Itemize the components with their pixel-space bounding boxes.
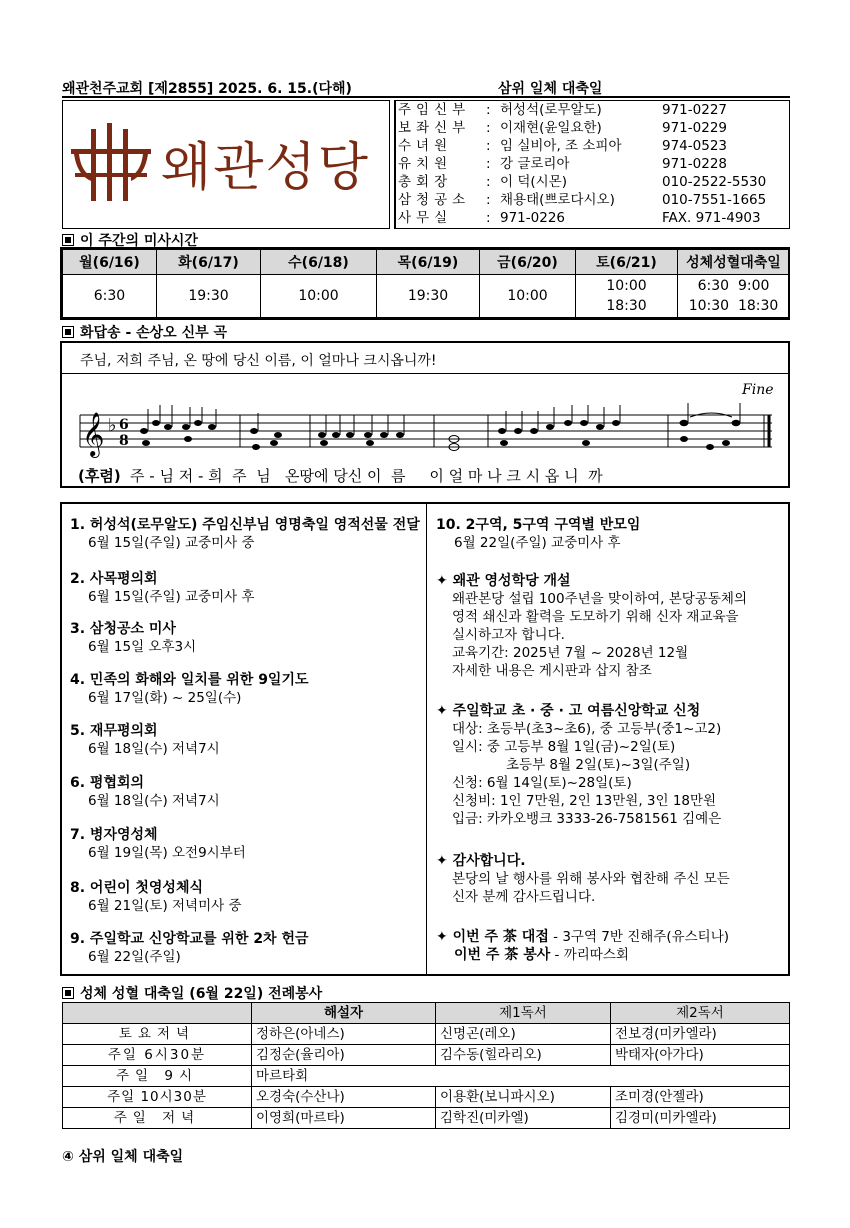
- announcements-box: [60, 502, 790, 976]
- fine-marking: Fine: [742, 382, 774, 398]
- announcement-item: 6. 평협회의 6월 18일(수) 저녁7시: [70, 775, 220, 809]
- mass-time: 10:00: [480, 275, 576, 318]
- contact-phone: 010-7551-1665: [662, 192, 767, 208]
- service-section-title: 성체 성혈 대축일 (6월 22일) 전례봉사: [62, 983, 322, 1003]
- mass-time-cell: [576, 275, 678, 318]
- contact-phone: 971-0227: [662, 102, 727, 118]
- tea-notice: ✦ 이번 주 茶 대접 - 3구역 7반 진해주(유스티나) 이번 주 茶 봉사 - 까리따스회: [436, 929, 730, 963]
- column-header: [63, 1003, 252, 1024]
- music-score: [78, 379, 778, 487]
- contact-phone: FAX. 971-4903: [662, 210, 761, 226]
- contact-row: 총회장 : 이 덕(시몬) 010-2522-5530: [398, 174, 767, 190]
- contact-row: 유치원 : 강 글로리아 971-0228: [398, 156, 727, 172]
- table-row: 주일 6시30분 김정순(율리아) 김수동(힐라리오) 박태자(아가다): [63, 1045, 790, 1066]
- column-header: 제2독서: [611, 1003, 790, 1024]
- psalm-section-title: 화답송 - 손상오 신부 곡: [62, 322, 227, 342]
- contact-role: 유치원: [398, 156, 453, 172]
- bulletin-issue: 왜관천주교회 [제2855] 2025. 6. 15.(다해): [62, 81, 352, 97]
- contact-name: 이 덕(시몬): [500, 174, 567, 190]
- music-notes: [140, 420, 741, 451]
- announcement-item: 5. 재무평의회 6월 18일(수) 저녁7시: [70, 723, 220, 757]
- contact-name: 허성석(로무알도): [500, 102, 602, 118]
- academy-notice: ✦ 왜관 영성학당 개설 왜관본당 설립 100주년을 맞이하여, 본당공동체의 영적 쇄신과 활력을 도모하기 위해 신자 재교육을 실시하고자 합니다. 교육기간: 2025년 7월 ~ 2028년 12월 자세한 내용은 게시판과 삽지 참조: [436, 573, 748, 679]
- table-row: 주일 9시 마르타회: [63, 1066, 790, 1087]
- square-bullet-icon: [62, 987, 74, 999]
- church-logo-icon: [71, 123, 153, 207]
- psalm-response-text: 주님, 저희 주님, 온 땅에 당신 이름, 이 얼마나 크시옵니까!: [80, 353, 437, 369]
- mass-time: 6:30: [63, 275, 157, 318]
- contact-role: 사무실: [398, 210, 453, 226]
- announcement-item: 1. 허성석(로무알도) 주임신부님 영명축일 영적선물 전달 6월 15일(주일) 교중미사 중: [70, 517, 420, 551]
- contact-name: 이재현(윤일요한): [500, 120, 602, 136]
- announcements-divider: [426, 504, 427, 974]
- psalm-box: [60, 341, 790, 488]
- contact-list: [394, 100, 790, 229]
- contact-row: 수녀원 : 임 실비아, 조 소피아 974-0523: [398, 138, 727, 154]
- contact-row: 사무실 : 971-0226 FAX. 971-4903: [398, 210, 761, 226]
- announcement-item: 10. 2구역, 5구역 구역별 반모임 6월 22일(주일) 교중미사 후: [436, 517, 641, 551]
- square-bullet-icon: [62, 234, 74, 246]
- time-signature: 8: [119, 433, 129, 449]
- header-rule: [62, 96, 790, 98]
- contact-name: 971-0226: [500, 210, 565, 226]
- contact-role: 보좌신부: [398, 120, 471, 136]
- feast-title: 삼위 일체 대축일: [498, 81, 603, 97]
- mass-time-cell: [678, 275, 790, 318]
- psalm-divider: [62, 373, 788, 374]
- mass-section-title: 이 주간의 미사시간: [62, 230, 198, 250]
- contact-role: 총회장: [398, 174, 453, 190]
- contact-phone: 010-2522-5530: [662, 174, 767, 190]
- column-header: 제1독서: [436, 1003, 611, 1024]
- contact-phone: 971-0229: [662, 120, 727, 136]
- mass-time: 19:30: [157, 275, 261, 318]
- day-header: 금(6/20): [480, 250, 576, 275]
- mass-time: 18:30: [606, 298, 647, 314]
- contact-role: 주임신부: [398, 102, 471, 118]
- announcement-item: 8. 어린이 첫영성체식 6월 21일(토) 저녁미사 중: [70, 880, 242, 914]
- announcement-item: 3. 삼청공소 미사 6월 15일 오후3시: [70, 621, 197, 655]
- mass-time: 10:30 18:30: [688, 298, 779, 314]
- refrain-label: (후렴): [78, 467, 121, 485]
- page-footer: ④ 삼위 일체 대축일: [62, 1149, 184, 1165]
- column-header: 해설자: [252, 1003, 436, 1024]
- contact-phone: 971-0228: [662, 156, 727, 172]
- day-header: 화(6/17): [157, 250, 261, 275]
- contact-row: 삼청공소 : 채용태(쁘로다시오) 010-7551-1665: [398, 192, 767, 208]
- logo-text: 왜관성당: [161, 138, 370, 198]
- mass-time: 10:00: [606, 278, 647, 294]
- mass-time: 19:30: [377, 275, 480, 318]
- treble-clef-icon: 𝄞: [82, 412, 105, 456]
- summer-school-notice: ✦ 주일학교 초 · 중 · 고 여름신앙학교 신청 대상: 초등부(초3~초6), 중 고등부(중1~고2) 일시: 중 고등부 8월 1일(금)~2일(토) 초등부 8월 2일(토)~3일(주일) 신청: 6월 14일(토)~28일(토) 신청비: 1인 7만원, 2인 13만원, 3인 18만원 입금: 카카오뱅크 3333-26-7581561 김예은: [436, 703, 722, 827]
- day-header: 성체성혈대축일: [678, 250, 790, 275]
- announcement-item: 4. 민족의 화해와 일치를 위한 9일기도 6월 17일(화) ~ 25일(수): [70, 672, 309, 706]
- contact-row: 주임신부 : 허성석(로무알도) 971-0227: [398, 102, 727, 118]
- contact-name: 임 실비아, 조 소피아: [500, 138, 622, 154]
- announcement-item: 9. 주일학교 신앙학교를 위한 2차 헌금 6월 22일(주일): [70, 931, 309, 965]
- logo-box: [62, 100, 390, 229]
- thanks-notice: ✦ 감사합니다. 본당의 날 행사를 위해 봉사와 협찬해 주신 모든 신자 분께 감사드립니다.: [436, 853, 730, 905]
- flat-sign-icon: ♭: [108, 415, 117, 436]
- day-header: 토(6/21): [576, 250, 678, 275]
- square-bullet-icon: [62, 326, 74, 338]
- liturgy-service-table: [62, 1002, 790, 1129]
- day-header: 목(6/19): [377, 250, 480, 275]
- day-header: 월(6/16): [63, 250, 157, 275]
- contact-row: 보좌신부 : 이재현(윤일요한) 971-0229: [398, 120, 727, 136]
- table-row: 주일 저녁 이영희(마르타) 김학진(미카엘) 김경미(미카엘라): [63, 1108, 790, 1129]
- mass-time: 10:00: [261, 275, 377, 318]
- contact-name: 강 글로리아: [500, 156, 570, 172]
- announcement-item: 2. 사목평의회 6월 15일(주일) 교중미사 후: [70, 571, 255, 605]
- table-row: 토요저녁 정하은(아네스) 신명곤(레오) 전보경(미카엘라): [63, 1024, 790, 1045]
- contact-role: 삼청공소: [398, 192, 471, 208]
- contact-phone: 974-0523: [662, 138, 727, 154]
- psalm-lyrics: 주 - 님 저 - 희 주 님 온땅에 당신 이 름 이 얼 마 나 크 시 옵 니 까: [130, 467, 603, 485]
- mass-schedule-table: [62, 249, 790, 318]
- mass-time: 6:30 9:00: [697, 278, 770, 294]
- note-stems: [148, 403, 740, 435]
- contact-role: 수녀원: [398, 138, 453, 154]
- contact-name: 채용태(쁘로다시오): [500, 192, 615, 208]
- day-header: 수(6/18): [261, 250, 377, 275]
- table-row: 주일 10시30분 오경숙(수산나) 이용환(보니파시오) 조미경(안젤라): [63, 1087, 790, 1108]
- time-signature: 6: [119, 417, 129, 433]
- announcement-item: 7. 병자영성체 6월 19일(목) 오전9시부터: [70, 827, 246, 861]
